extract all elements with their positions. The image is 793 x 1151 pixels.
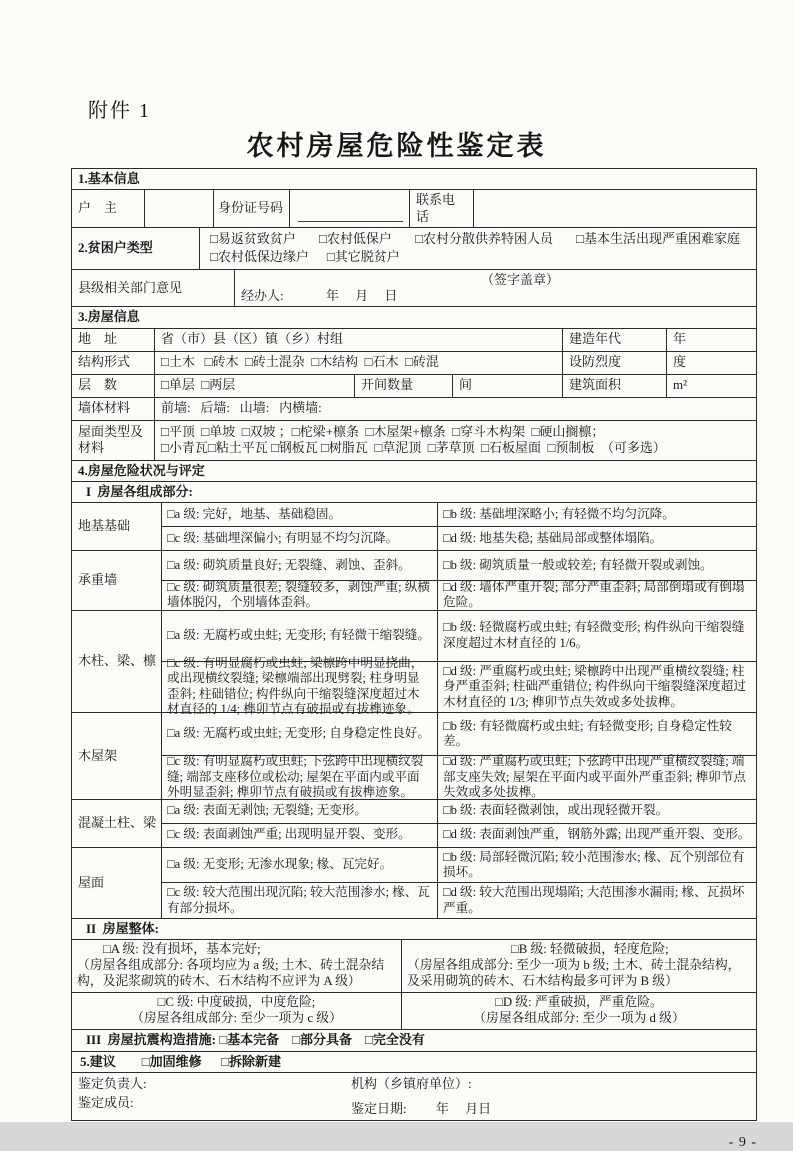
grade-a-cell: □a 级: 表面无剥蚀; 无裂缝; 无变形。 <box>162 800 438 823</box>
organization-label: 机构（乡镇府单位）: <box>351 1075 472 1091</box>
area-label: 建筑面积 <box>563 375 667 397</box>
intensity-unit: 度 <box>673 354 687 370</box>
section-danger-assessment-header: 4.房屋危险状况与评定 <box>78 462 205 478</box>
component-name: 木柱、梁、檩 <box>72 611 162 712</box>
grade-a-cell: □a 级: 无腐朽或虫蛀; 无变形; 自身稳定性良好。 <box>162 713 438 755</box>
assessment-form-table <box>71 168 757 1121</box>
address-value: 省（市）县（区）镇（乡）村组 <box>155 329 563 351</box>
householder-value-cell <box>145 190 214 227</box>
grade-d-cell: □d 级: 墙体严重开裂; 部分严重歪斜; 局部倒塌或有倒塌危险。 <box>443 579 745 610</box>
component-name: 木屋架 <box>72 713 162 799</box>
grade-c-cell: □c 级: 基础埋深偏小; 有明显不均匀沉降。 <box>162 527 438 550</box>
suggestion-options: □加固维修 □拆除新建 <box>141 1053 281 1069</box>
wall-material-row <box>72 398 756 421</box>
section-house-info-header: 3.房屋信息 <box>78 309 140 325</box>
grade-a-cell: □a 级: 完好，地基、基础稳固。 <box>162 503 438 526</box>
overall-grade-d-note: （房屋各组成部分: 至少一项为 d 级） <box>473 1011 685 1026</box>
part2-title: II 房屋整体: <box>86 921 159 937</box>
signoff-left-block <box>72 1073 345 1121</box>
intensity-label: 设防烈度 <box>563 352 667 374</box>
roof-option-line-2: □小青瓦□粘土平瓦 □钢板瓦 □树脂瓦 □草泥顶 □茅草顶 □石板屋面 □预制板 （可多选） <box>161 440 666 455</box>
overall-grade-c-note: （房屋各组成部分: 至少一项为 c 级） <box>131 1011 342 1026</box>
component-row-roof <box>72 848 756 919</box>
part1-title: I 房屋各组成部分: <box>86 483 193 499</box>
component-row-concrete-column-beam <box>72 800 756 848</box>
grade-b-cell: □b 级: 表面轻微剥蚀，或出现轻微开裂。 <box>443 803 669 818</box>
section-house-info <box>72 307 756 328</box>
poverty-option: □基本生活出现严重困难家庭 <box>576 231 740 246</box>
grade-b-cell: □b 级: 轻微腐朽或虫蛀; 有轻微变形; 构件纵向干缩裂缝深度超过木材直径的 1/6。 <box>443 620 745 650</box>
grade-c-cell: □c 级: 砌筑质量很差; 裂缝较多，剥蚀严重; 纵横墙体脱闪，个别墙体歪斜。 <box>162 581 438 610</box>
floors-options: □单层 □两层 <box>155 375 355 397</box>
overall-grade-b-line: □B 级: 轻微破损，轻度危险; <box>511 942 669 957</box>
floors-label: 层 数 <box>72 375 155 397</box>
poverty-type-row <box>72 228 756 270</box>
address-label: 地 址 <box>72 329 155 351</box>
signoff-right-block <box>345 1073 756 1121</box>
form-title: 农村房屋危险性鉴定表 <box>246 131 547 161</box>
overall-grade-cd-row <box>72 993 756 1030</box>
poverty-option: □农村低保户 <box>319 231 392 246</box>
grade-c-cell: □c 级: 有明显腐朽或虫蛀; 下弦跨中出现横纹裂缝; 端部支座移位或松动; 屋架在平面内或平面外明显歪斜; 榫卯节点有破损或有拔榫迹象。 <box>162 756 438 798</box>
grade-a-cell: □a 级: 砌筑质量良好; 无裂缝、剥蚀、歪斜。 <box>162 551 438 580</box>
poverty-option: □其它脱贫户 <box>326 249 400 265</box>
structure-label: 结构形式 <box>72 352 155 374</box>
roof-type-options <box>155 421 756 460</box>
grade-c-cell: □c 级: 有明显腐朽或虫蛀; 梁檩跨中明显挠曲，或出现横纹裂缝; 梁檩端部出现劈裂; 柱身明显歪斜; 柱础错位; 构件纵向干缩裂缝深度超过木材直径的 1/4; 榫卯节点有破损或有拔榫迹象。 <box>162 662 438 712</box>
area-unit: m² <box>673 377 688 393</box>
grade-d-cell: □d 级: 表面剥蚀严重，钢筋外露; 出现严重开裂、变形。 <box>443 827 751 842</box>
poverty-option: □农村低保边缘户 <box>210 249 309 265</box>
grade-d-cell: □d 级: 地基失稳; 基础局部或整体塌陷。 <box>443 530 663 545</box>
part3-row <box>72 1030 756 1051</box>
grade-d-cell: □d 级: 严重腐朽或虫蛀; 梁檩跨中出现严重横纹裂缝; 柱身严重歪斜; 柱础严重错位; 构件纵向干缩裂缝深度超过木材直径的 1/3; 榫卯节点失效或多处拔榫。 <box>443 663 746 709</box>
component-name: 承重墙 <box>72 551 162 610</box>
overall-grade-b-note: （房屋各组成部分: 至少一项为 b 级; 土木、砖土混杂结构，及采用砌筑的砖木、石木结构最多可评为 B 级） <box>407 958 741 989</box>
grade-c-cell: □c 级: 较大范围出现沉陷; 较大范围渗水; 椽、瓦有部分损坏。 <box>162 883 438 918</box>
overall-grade-a-cell <box>72 940 402 992</box>
basic-info-row <box>72 190 756 228</box>
grade-d-cell: □d 级: 较大范围出现塌陷; 大范围渗水漏雨; 椽、瓦损坏严重。 <box>443 885 745 915</box>
structure-row <box>72 352 756 375</box>
section-danger-assessment <box>72 461 756 482</box>
build-year-label: 建造年代 <box>563 329 667 351</box>
wall-material-label: 墙体材料 <box>72 398 155 420</box>
overall-grade-a-line: □A 级: 没有损坏，基本完好; <box>103 942 261 957</box>
structure-options: □土木 □砖木 □砖土混杂 □木结构 □石木 □砖混 <box>155 352 563 374</box>
grade-b-cell: □b 级: 局部轻微沉陷; 较小范围渗水; 椽、瓦个别部位有损坏。 <box>443 849 745 880</box>
overall-grade-d-cell <box>402 993 756 1029</box>
component-row-wood-column-beam-purlin <box>72 611 756 717</box>
handler-date-line: 经办人: 年 月 日 <box>241 288 398 303</box>
attachment-label: 附件 1 <box>88 100 151 122</box>
part2-row <box>72 919 756 940</box>
signature-seal-hint: （签字盖章） <box>481 271 560 287</box>
build-year-unit: 年 <box>673 331 687 347</box>
component-row-foundation <box>72 503 756 551</box>
county-opinion-label: 县级相关部门意见 <box>72 270 235 307</box>
grade-b-cell: □b 级: 有轻微腐朽或虫蛀; 有轻微变形; 自身稳定性较差。 <box>443 718 732 749</box>
component-name: 地基基础 <box>72 503 162 550</box>
overall-grade-a-note: （房屋各组成部分: 各项均应为 a 级; 土木、砖土混杂结构，及泥浆砌筑的砖木、石木结构不应评为 A 级） <box>77 958 385 989</box>
signoff-row <box>72 1073 756 1121</box>
address-row <box>72 329 756 352</box>
poverty-type-label: 2.贫困户类型 <box>72 228 200 269</box>
roof-type-label: 屋面类型及材料 <box>72 421 155 460</box>
grade-a-cell: □a 级: 无变形; 无渗水现象; 椽、瓦完好。 <box>162 848 438 883</box>
householder-label: 户 主 <box>72 190 145 227</box>
phone-value-cell <box>474 190 756 227</box>
poverty-option-line-1 <box>206 230 750 248</box>
suggestion-row <box>72 1052 756 1073</box>
suggestion-label: 5.建议 <box>80 1053 116 1069</box>
id-number-label: 身份证号码 <box>214 190 290 227</box>
county-opinion-row <box>72 270 756 308</box>
overall-grade-ab-row <box>72 940 756 993</box>
county-opinion-cell <box>235 270 756 307</box>
component-row-wood-truss <box>72 713 756 800</box>
overall-grade-b-cell <box>402 940 756 992</box>
phone-label: 联系电话 <box>410 190 474 227</box>
roof-option-line-1: □平顶 □单坡 □双坡 ；□柁梁+檩条 □木屋架+檩条 □穿斗木构架 □硬山搁檩； <box>161 423 605 439</box>
part1-row <box>72 482 756 503</box>
component-name: 混凝土柱、梁 <box>72 800 162 847</box>
poverty-option: □易返贫致贫户 <box>210 231 296 246</box>
poverty-option-line-2 <box>206 248 750 266</box>
assessor-leader-label: 鉴定负责人: <box>78 1075 147 1091</box>
bays-unit: 间 <box>453 375 563 397</box>
grade-b-cell: □b 级: 砌筑质量一般或较差; 有轻微开裂或剥蚀。 <box>443 557 713 572</box>
grade-b-cell: □b 级: 基础埋深略小; 有轻微不均匀沉降。 <box>443 506 675 521</box>
section-basic-info-header: 1.基本信息 <box>78 171 140 186</box>
part3-seismic-measures-line: III 房屋抗震构造措施: □基本完备 □部分具备 □完全没有 <box>86 1032 425 1048</box>
component-name: 屋面 <box>72 848 162 918</box>
poverty-type-options <box>200 228 756 269</box>
roof-type-row <box>72 421 756 461</box>
floors-row <box>72 375 756 398</box>
poverty-option: □农村分散供养特困人员 <box>415 231 553 246</box>
grade-c-cell: □c 级: 表面剥蚀严重; 出现明显开裂、变形。 <box>162 824 438 847</box>
grade-d-cell: □d 级: 严重腐朽或虫蛀; 下弦跨中出现严重横纹裂缝; 端部支座失效; 屋架在平面内或平面外严重歪斜; 榫卯节点失效或多处拔榫。 <box>443 754 746 800</box>
bays-label: 开间数量 <box>355 375 453 397</box>
id-number-value-cell <box>290 190 410 227</box>
overall-grade-c-line: □C 级: 中度破损，中度危险; <box>157 995 316 1010</box>
id-number-underline <box>298 208 403 222</box>
overall-grade-c-cell <box>72 993 402 1029</box>
assessment-date-label: 鉴定日期: 年 月日 <box>351 1101 492 1117</box>
page-number: - 9 - <box>728 1135 757 1151</box>
suggestion-cell <box>72 1052 756 1072</box>
section-basic-info <box>72 169 756 190</box>
assessor-members-label: 鉴定成员: <box>78 1095 134 1111</box>
component-row-bearing-wall <box>72 551 756 611</box>
overall-grade-d-line: □D 级: 严重破损，严重危险。 <box>495 995 663 1010</box>
wall-material-value: 前墙: 后墙: 山墙: 内横墙: <box>161 400 322 416</box>
grade-a-cell: □a 级: 无腐朽或虫蛀; 无变形; 有轻微干缩裂缝。 <box>162 611 438 661</box>
